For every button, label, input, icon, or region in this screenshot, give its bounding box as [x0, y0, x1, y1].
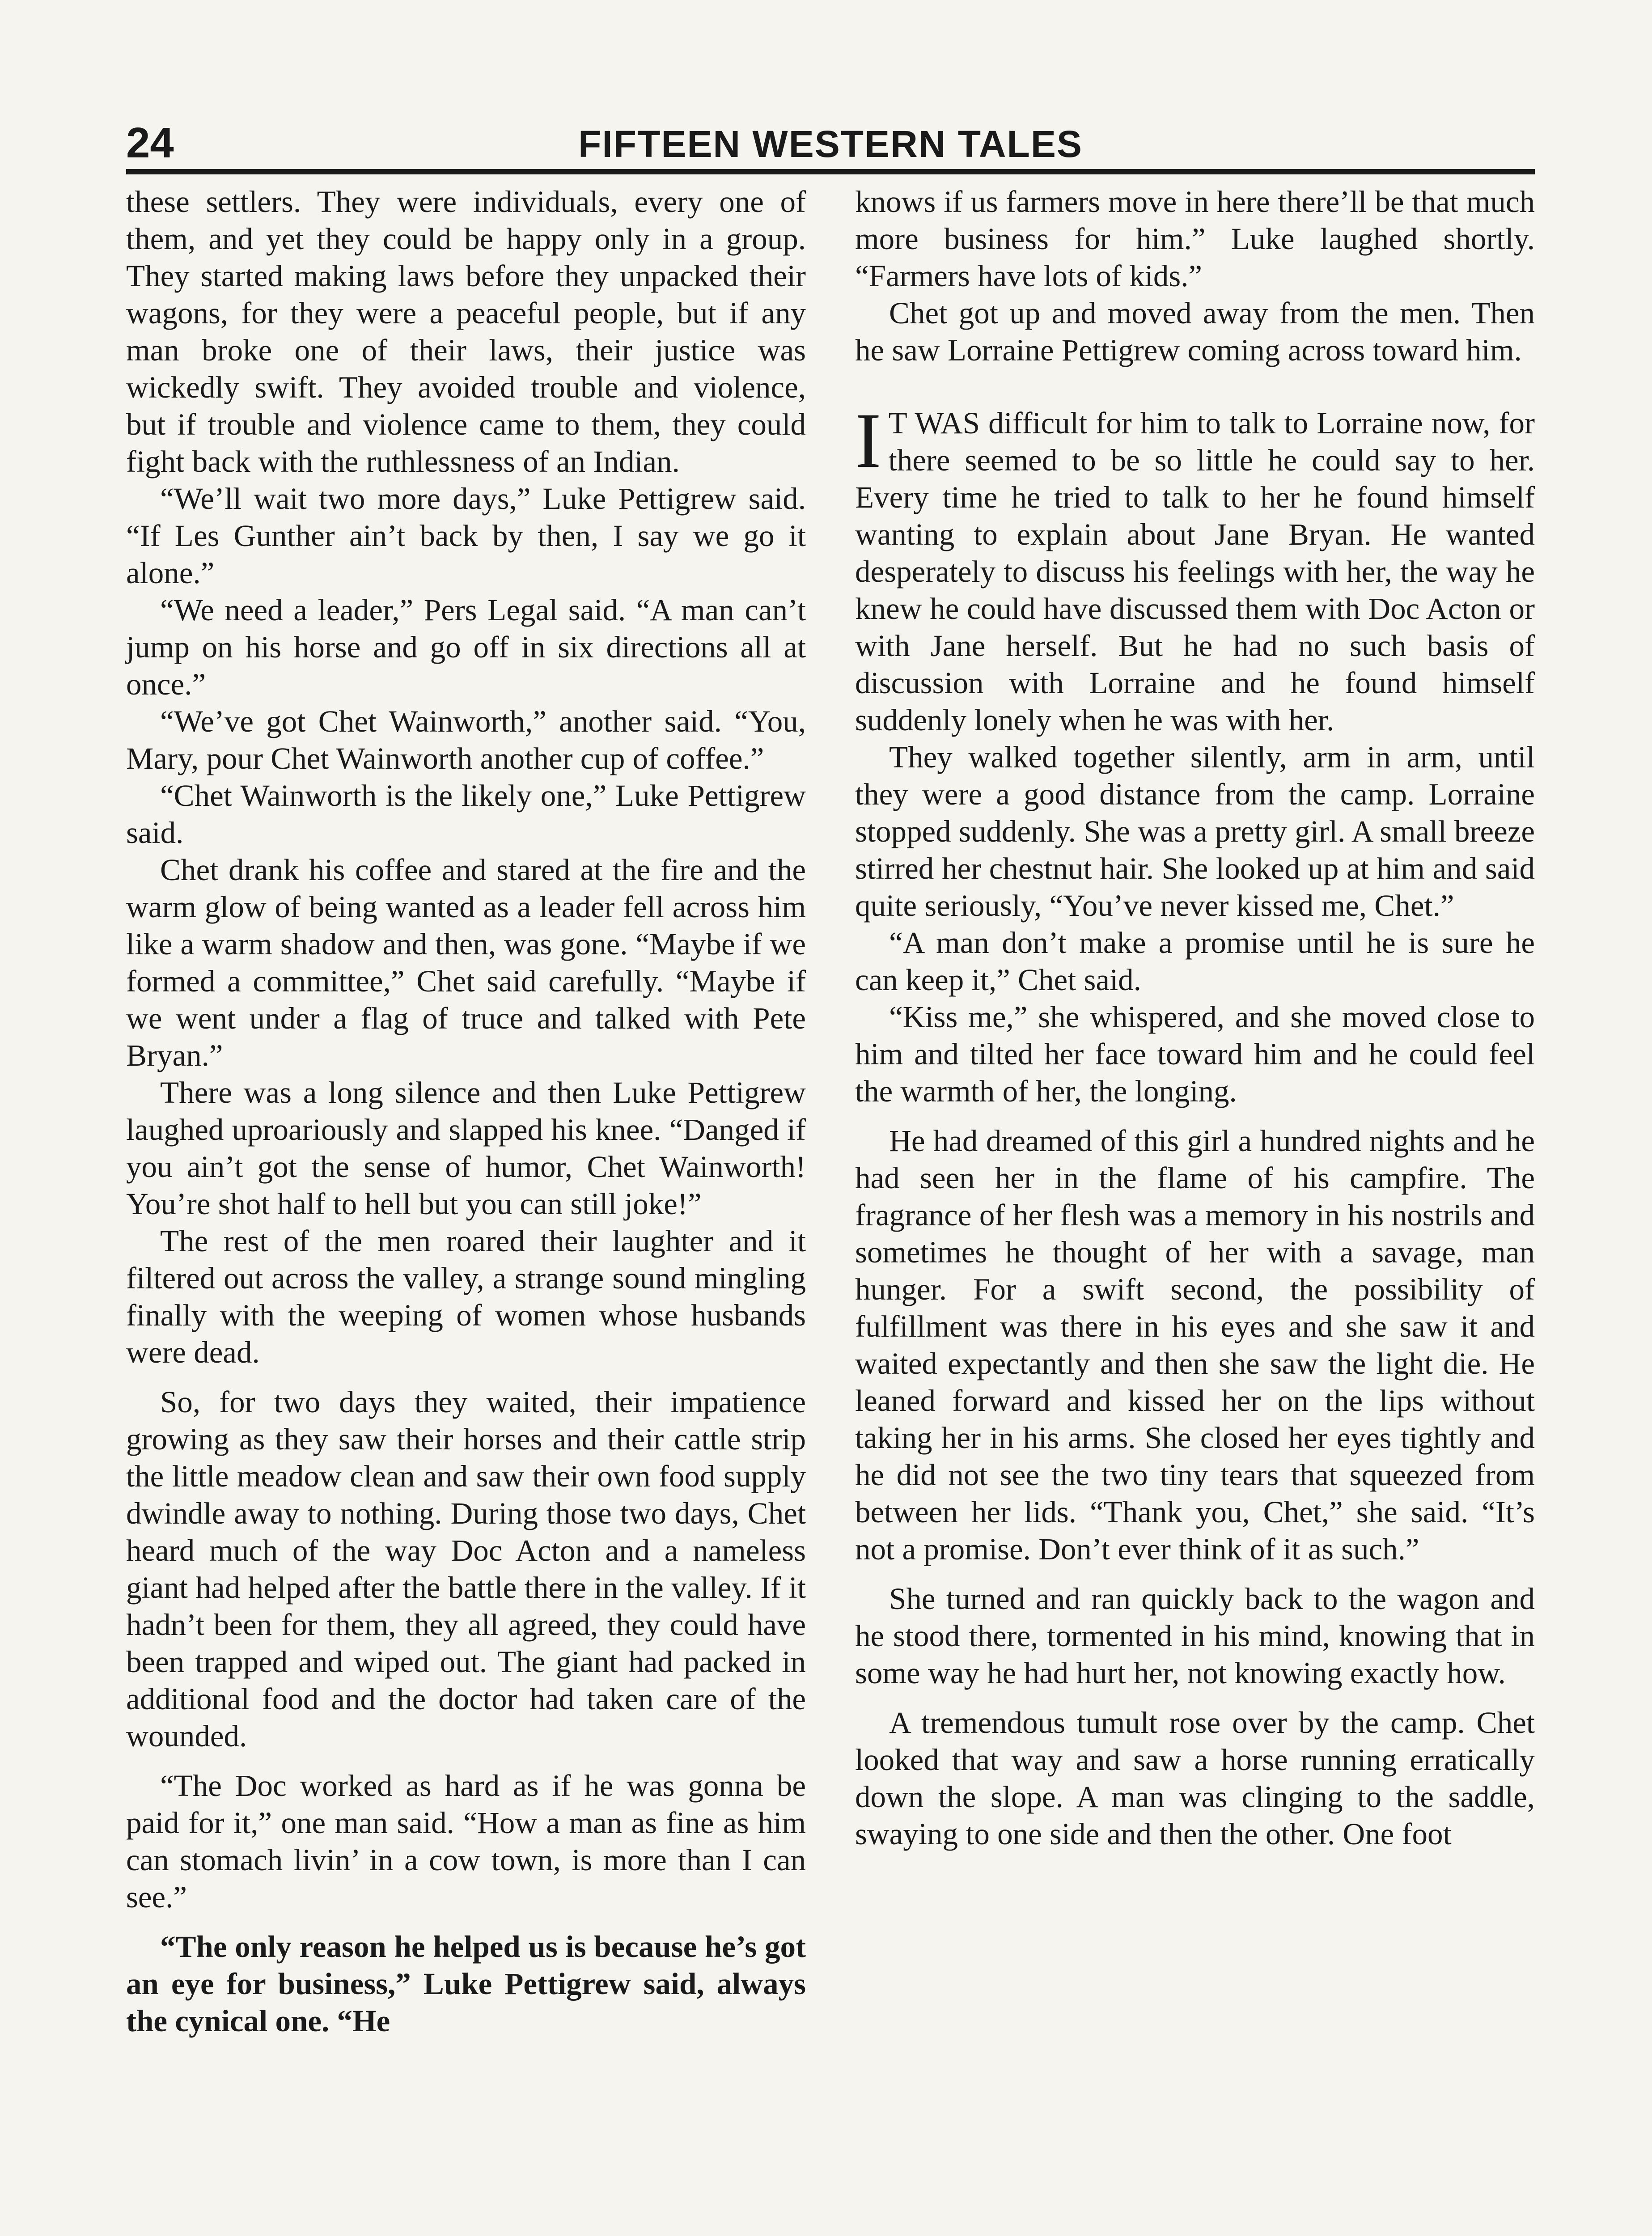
running-title: FIFTEEN WESTERN TALES	[578, 123, 1083, 165]
bold-paragraph-wrapper	[126, 1928, 806, 2040]
right-column	[855, 183, 1535, 1853]
left-column	[126, 183, 806, 2040]
paragraph: “We need a leader,” Pers Legal said. “A man can’t jump on his horse and go off in six directions all at once.”	[126, 593, 806, 701]
paragraph: A tremendous tumult rose over by the camp. Chet looked that way and saw a horse running erratically down the slope. A man was clinging to the saddle, swaying to one side and then the other. One foot	[855, 1706, 1535, 1851]
paragraph: “The only reason he helped us is because he’s got an eye for business,” Luke Pettigrew said, always the cynical one. “He	[126, 1930, 806, 2038]
paragraph: The rest of the men roared their laughter and it filtered out across the valley, a strange sound mingling finally with the weeping of women whose husbands were dead.	[126, 1224, 806, 1369]
paragraph: Chet drank his coffee and stared at the fire and the warm glow of being wanted as a leader fell across him like a warm shadow and then, was gone. “Maybe if we formed a committee,” Chet said carefully. “Maybe if we went under a flag of truce and talked with Pete Bryan.”	[126, 853, 806, 1072]
paragraph: “Kiss me,” she whispered, and she moved close to him and tilted her face toward him and he could feel the warmth of her, the longing.	[855, 1000, 1535, 1108]
page-number: 24	[126, 119, 174, 167]
page-header	[126, 102, 1535, 174]
paragraph: She turned and ran quickly back to the wagon and he stood there, tormented in his mind, knowing that in some way he had hurt her, not knowing exactly how.	[855, 1582, 1535, 1690]
drop-cap: I	[855, 397, 881, 484]
paragraph: these settlers. They were individuals, every one of them, and yet they could be happy only in a group. They started making laws before they unpacked their wagons, for they were a peaceful people, but if any man broke one of their laws, their justice was wickedly swift. They avoided trouble and violence, but if trouble and violence came to them, they could fight back with the ruthlessness of an Indian.	[126, 185, 806, 479]
section-opening-text: T WAS difficult for him to talk to Lorraine now, for there seemed to be so little he could say to her. Every time he tried to talk to her he found himself wanting to explain about Jane Bryan. He wanted desperately to discuss his feelings with her, the way he knew he could have discussed them with Doc Acton or with Jane herself. But he had no such basis of discussion with Lorraine and he found himself suddenly lonely when he was with her.	[855, 406, 1535, 737]
paragraph: “We’ve got Chet Wainworth,” another said. “You, Mary, pour Chet Wainworth another cup of coffee.”	[126, 704, 806, 775]
paragraph: So, for two days they waited, their impatience growing as they saw their horses and their cattle strip the little meadow clean and saw their own food supply dwindle away to nothing. During those two days, Chet heard much of the way Doc Acton and a nameless giant had helped after the battle there in the valley. If it hadn’t been for them, they all agreed, they could have been trapped and wiped out. The giant had packed in additional food and the doctor had taken care of the wounded.	[126, 1385, 806, 1753]
paragraph: “Chet Wainworth is the likely one,” Luke Pettigrew said.	[126, 779, 806, 850]
paragraph: Chet got up and moved away from the men. Then he saw Lorraine Pettigrew coming across toward him.	[855, 296, 1535, 367]
section-opening-paragraph	[855, 397, 1535, 739]
paragraph: “A man don’t make a promise until he is sure he can keep it,” Chet said.	[855, 926, 1535, 997]
paragraph: knows if us farmers move in here there’ll be that much more business for him.” Luke laughed shortly. “Farmers have lots of kids.”	[855, 185, 1535, 293]
paragraph: There was a long silence and then Luke Pettigrew laughed uproariously and slapped his knee. “Danged if you ain’t got the sense of humor, Chet Wainworth! You’re shot half to hell but you can still joke!”	[126, 1076, 806, 1221]
paragraph: “We’ll wait two more days,” Luke Pettigrew said. “If Les Gunther ain’t back by then, I say we go it alone.”	[126, 482, 806, 590]
paragraph: He had dreamed of this girl a hundred nights and he had seen her in the flame of his campfire. The fragrance of her flesh was a memory in his nostrils and sometimes he thought of her with a savage, man hunger. For a swift second, the possibility of fulfillment was there in his eyes and she saw it and waited expectantly and then she saw the light die. He leaned forward and kissed her on the lips without taking her in his arms. She closed her eyes tightly and he did not see the two tiny tears that squeezed from between her lids. “Thank you, Chet,” she said. “It’s not a promise. Don’t ever think of it as such.”	[855, 1124, 1535, 1566]
paragraph: “The Doc worked as hard as if he was gonna be paid for it,” one man said. “How a man as fine as him can stomach livin’ in a cow town, is more than I can see.”	[126, 1769, 806, 1914]
paragraph: They walked together silently, arm in arm, until they were a good distance from the camp. Lorraine stopped suddenly. She was a pretty girl. A small breeze stirred her chestnut hair. She looked up at him and said quite seriously, “You’ve never kissed me, Chet.”	[855, 740, 1535, 923]
